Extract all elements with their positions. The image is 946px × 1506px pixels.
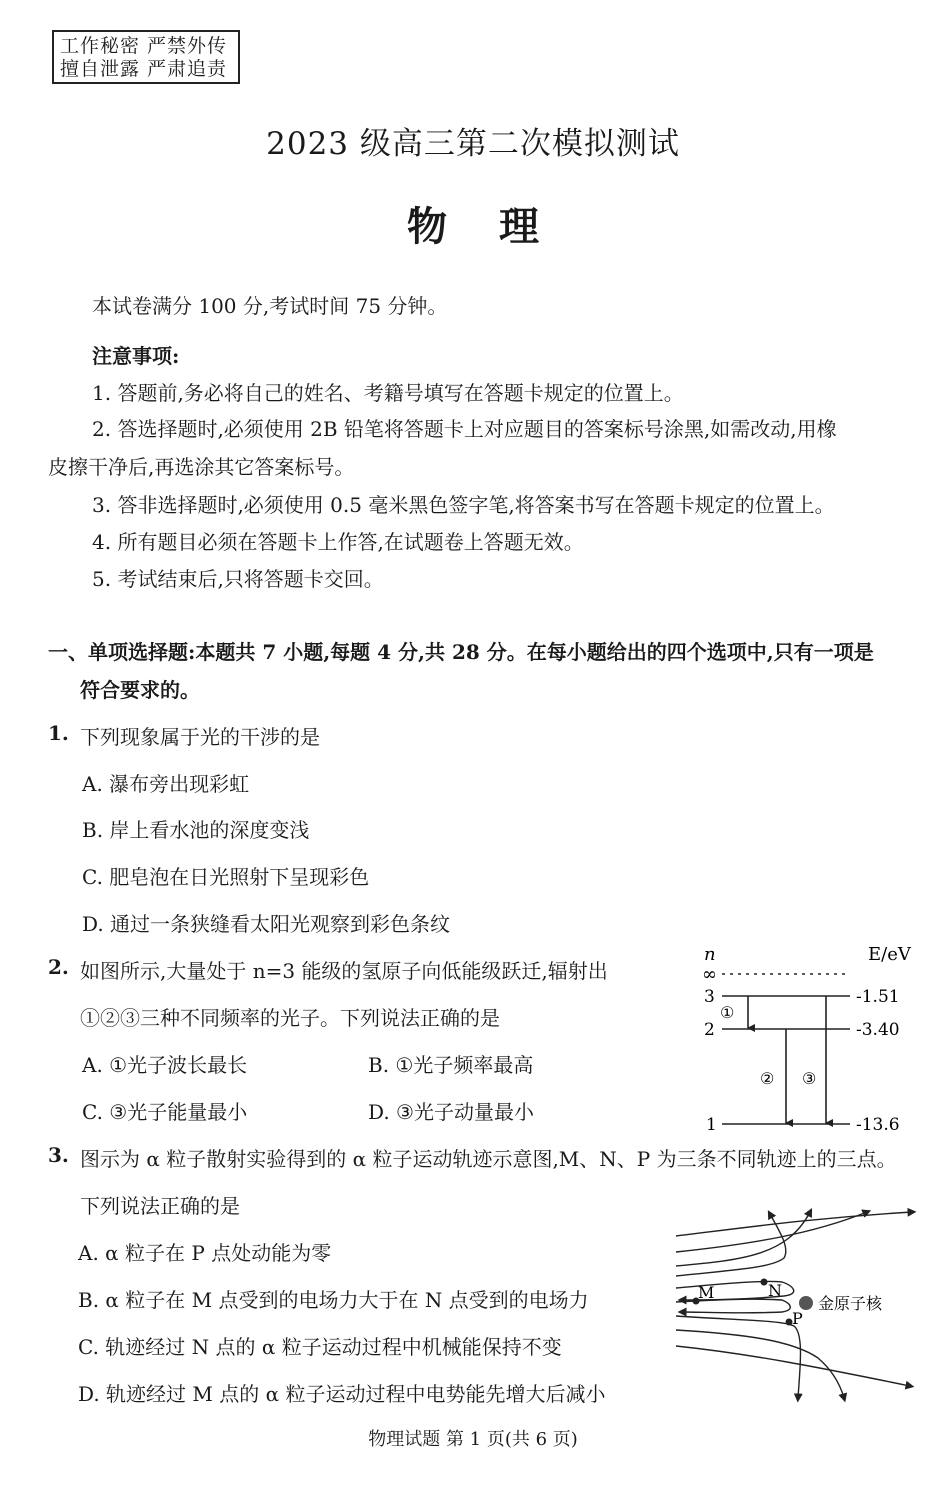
option-a: A. 瀑布旁出现彩虹 (82, 772, 250, 796)
stamp-line-1: 工作秘密 严禁外传 (60, 35, 228, 57)
option-d: D. 轨迹经过 M 点的 α 粒子运动过程中电势能先增大后减小 (78, 1382, 606, 1406)
question-stem: 如图所示,大量处于 n=3 能级的氢原子向低能级跃迁,辐射出 (80, 959, 608, 983)
note-item: 3. 答非选择题时,必须使用 0.5 毫米黑色签字笔,将答案书写在答题卡规定的位置上。 (92, 493, 835, 517)
option-a: A. α 粒子在 P 点处动能为零 (78, 1241, 332, 1265)
subject-char-1: 物 (407, 203, 447, 250)
photon-1-label: ① (720, 1003, 735, 1022)
energy-axis-label: E/eV (868, 944, 911, 965)
trajectory-bottom-1 (676, 1330, 844, 1398)
option-b: B. 岸上看水池的深度变浅 (82, 818, 310, 842)
point-m-label: M (698, 1283, 715, 1302)
trajectory-bottom-2 (676, 1346, 910, 1386)
intro-text: 本试卷满分 100 分,考试时间 75 分钟。 (92, 294, 448, 318)
section-heading: 一、单项选择题:本题共 7 小题,每题 4 分,共 28 分。在每小题给出的四个选项中,只有一项是 (48, 640, 874, 664)
section-heading-cont: 符合要求的。 (80, 678, 200, 702)
option-b: B. ①光子频率最高 (368, 1053, 534, 1077)
level-energy-2: -3.40 (856, 1020, 900, 1040)
notes-heading: 注意事项: (92, 344, 180, 368)
question-stem: 下列说法正确的是 (80, 1194, 240, 1218)
trajectory-top-3 (676, 1212, 810, 1266)
point-n-label: N (768, 1281, 782, 1300)
level-n-3: 3 (704, 987, 715, 1007)
question-number: 2. (48, 955, 69, 979)
note-item: 1. 答题前,务必将自己的姓名、考籍号填写在答题卡规定的位置上。 (92, 381, 684, 405)
confidential-stamp (52, 30, 240, 84)
question-number: 3. (48, 1143, 69, 1167)
note-item: 4. 所有题目必须在答题卡上作答,在试题卷上答题无效。 (92, 530, 584, 554)
note-item: 2. 答选择题时,必须使用 2B 铅笔将答题卡上对应题目的答案标号涂黑,如需改动,用橡 (92, 417, 837, 441)
energy-level-diagram (690, 938, 922, 1138)
option-c: C. 轨迹经过 N 点的 α 粒子运动过程中机械能保持不变 (78, 1335, 562, 1359)
question-number: 1. (48, 721, 69, 745)
option-c: C. ③光子能量最小 (82, 1100, 248, 1124)
exam-subject (0, 195, 946, 252)
option-a: A. ①光子波长最长 (82, 1053, 248, 1077)
note-item: 5. 考试结束后,只将答题卡交回。 (92, 567, 384, 591)
note-item: 皮擦干净后,再选涂其它答案标号。 (48, 455, 355, 479)
trajectory-p (676, 1316, 801, 1398)
option-d: D. ③光子动量最小 (368, 1100, 534, 1124)
question-stem: 图示为 α 粒子散射实验得到的 α 粒子运动轨迹示意图,M、N、P 为三条不同轨迹上的三点。 (80, 1147, 897, 1171)
photon-2-label: ② (760, 1069, 775, 1088)
level-n-1: 1 (706, 1115, 717, 1135)
point-p-label: P (792, 1309, 803, 1328)
n-axis-label: n (704, 944, 716, 965)
photon-3-label: ③ (802, 1069, 817, 1088)
stamp-line-2: 擅自泄露 严肃追责 (60, 58, 228, 80)
exam-title: 2023 级高三第二次模拟测试 (266, 126, 680, 162)
question-stem: ①②③三种不同频率的光子。下列说法正确的是 (80, 1006, 500, 1030)
question-stem: 下列现象属于光的干涉的是 (80, 725, 320, 749)
gold-nucleus (799, 1296, 813, 1310)
subject-char-2: 理 (499, 203, 539, 250)
level-energy-3: -1.51 (856, 987, 900, 1007)
point-n-dot (761, 1279, 768, 1286)
level-energy-1: -13.6 (856, 1115, 900, 1135)
level-n-infinity: ∞ (702, 964, 717, 985)
nucleus-label: 金原子核 (818, 1294, 883, 1313)
option-c: C. 肥皂泡在日光照射下呈现彩色 (82, 865, 370, 889)
page-footer: 物理试题 第 1 页(共 6 页) (368, 1429, 578, 1450)
option-b: B. α 粒子在 M 点受到的电场力大于在 N 点受到的电场力 (78, 1288, 589, 1312)
scattering-diagram (672, 1208, 922, 1404)
option-d: D. 通过一条狭缝看太阳光观察到彩色条纹 (82, 912, 451, 936)
level-n-2: 2 (704, 1020, 715, 1040)
